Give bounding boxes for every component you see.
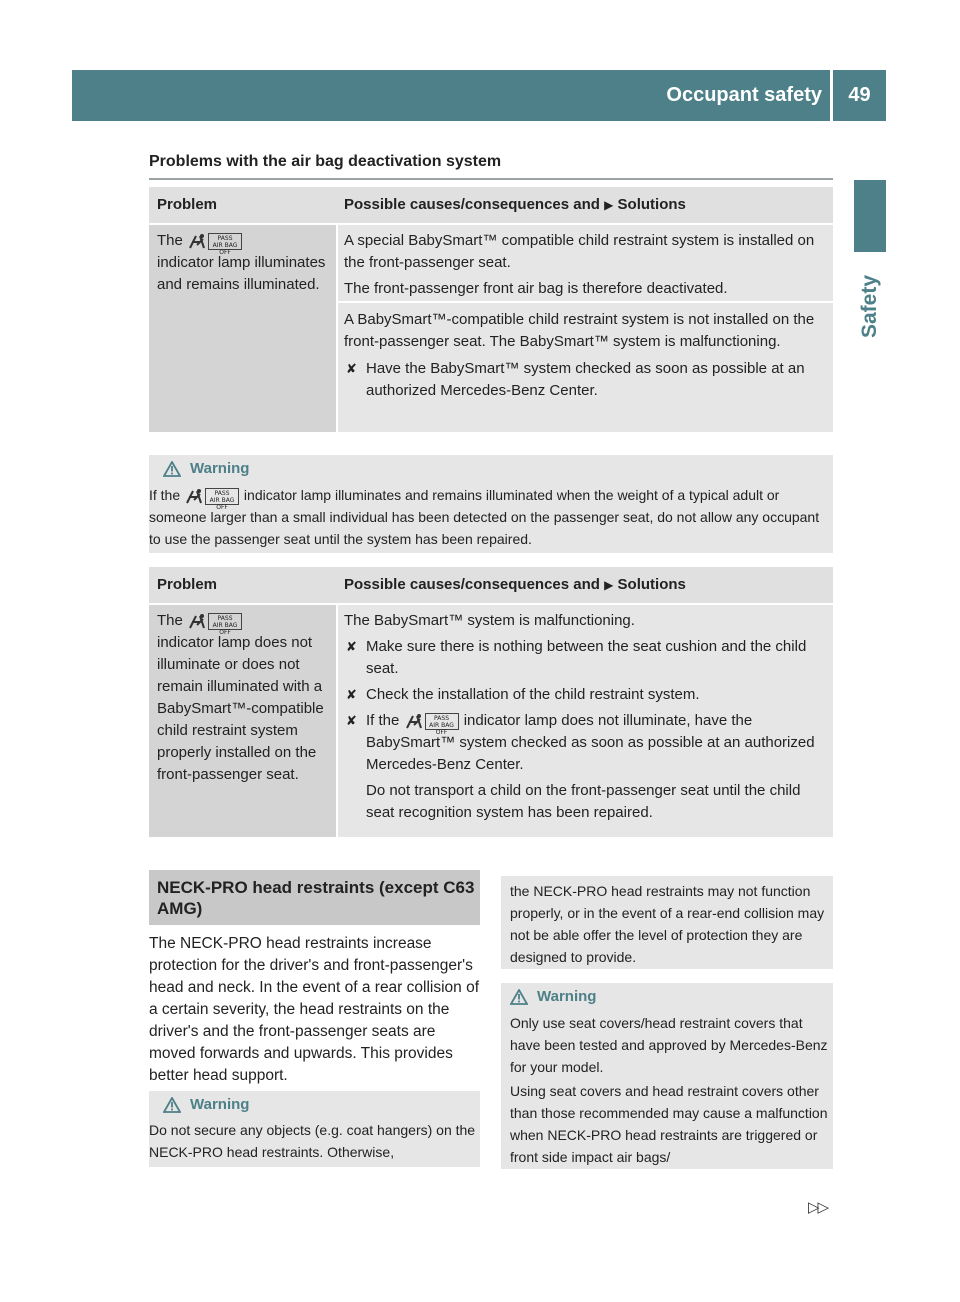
cause-text-2: A BabySmart™-compatible child restraint system is not installed on the front-passenger seat. The BabySmart™ system is malfunctioning. ✘ Have the BabySmart™ system checked as soon as possible at an authorized Mercedes-Benz Center. [344,309,828,402]
child-seat-icon [185,488,203,505]
solution-step: ✘ If the PASS AIR BAG OFF indicator lamp does not illuminate, have the BabySmart™ system checked as soon as possible at an authorized Mercedes-Benz Center. Do not transport a child on the front-passenger seat until the child seat recognition system has been repaired. [344,710,828,824]
section-rule [149,178,833,180]
warning-text: Only use seat covers/head restraint covers that have been tested and approved by Mercedes-Benz for your model. Using seat covers and head restraint covers other than those recommended may cause a malfunction when NECK-PRO head restraints are triggered or front side impact air bags/ [510,1015,828,1165]
cause-text: The BabySmart™ system is malfunctioning. ✘ Make sure there is nothing between the seat cushion and the child seat. ✘ Check the installation of the child restraint system. ✘ If the PASS AIR BAG OFF indicator lamp does not illuminate, have the BabySmart™ system checked as soon as possible at an authorized Mercedes-Benz Center. Do not transport a child on the front-passenger seat until the child seat recognition system has been repaired. [344,610,828,824]
problem-table-2 [149,567,833,837]
neck-pro-heading-box [149,870,480,925]
problem-text: The PASS AIR BAG OFF indicator lamp illuminates and remains illuminated. [157,232,326,293]
header-problem: Problem [157,576,218,593]
warning-text: If the PASS AIR BAG OFF indicator lamp illuminates and remains illuminated when the weight of a typical adult or someone larger than a small individual has been detected on the passenger seat, do not allow any occupant to use the passenger seat until the system has been repaired. [149,487,820,547]
neck-pro-heading: NECK-PRO head restraints (except C63 AMG) [157,878,475,918]
table-header-row [149,567,833,603]
child-seat-icon [188,613,206,630]
side-tab-marker [854,180,886,252]
step-note: Do not transport a child on the front-passenger seat until the child seat recognition system has been repaired. [366,782,801,821]
warning-box-2 [149,1091,480,1167]
problem-cell [149,225,336,432]
warning-triangle-icon [163,1097,181,1113]
warning-triangle-icon [510,989,528,1005]
solution-step: ✘ Make sure there is nothing between the seat cushion and the child seat. [346,638,807,677]
continued-marker: ▷▷ [808,1199,828,1216]
solution-step: ✘ Have the BabySmart™ system checked as soon as possible at an authorized Mercedes-Benz Center. [346,360,805,399]
warning-box-1 [149,455,833,553]
problem-text: The PASS AIR BAG OFF indicator lamp does not illuminate or does not remain illuminated with a BabySmart™-compatible child restraint system properly installed on the front-passenger seat. [157,612,324,783]
warning-text: Do not secure any objects (e.g. coat hangers) on the NECK-PRO head restraints. Otherwise, [149,1122,476,1160]
cause-cell-2 [338,303,833,432]
warning-continued-box [501,876,833,969]
problem-cell [149,605,336,837]
solution-step: ✘ Check the installation of the child restraint system. [344,684,828,706]
header-problem: Problem [157,196,218,213]
cause-cell [338,605,833,837]
arrow-icon: ▶ [604,198,614,212]
problem-table-1 [149,187,833,432]
passenger-airbag-off-icon: PASS AIR BAG OFF [425,713,459,730]
child-seat-icon [188,233,206,250]
cause-cell-1 [338,225,833,301]
step-arrow-icon: ✘ [346,361,357,376]
header-causes: Possible causes/consequences and ▶ Solutions [344,196,686,213]
table-header-row [149,187,833,223]
passenger-airbag-off-icon: PASS AIR BAG OFF [205,488,239,505]
section-title-header: Occupant safety [666,84,822,106]
page-section-heading: Problems with the air bag deactivation system [149,153,502,170]
warning-label: Warning [190,460,250,477]
page-number: 49 [848,84,871,106]
warning-box-3 [501,983,833,1169]
step-arrow-icon: ✘ [346,639,357,654]
neck-pro-body: The NECK-PRO head restraints increase protection for the driver's and front-passenger's head and neck. In the event of a rear collision of a certain severity, the head restraints on the driver's and the front-passenger seats are moved forwards and upwards. This provides better head support. [149,935,480,1084]
step-arrow-icon: ✘ [346,713,357,728]
warning-label: Warning [537,988,597,1005]
cause-text-1: A special BabySmart™ compatible child restraint system is installed on the front-passenger seat. The front-passenger front air bag is therefore deactivated. [344,232,815,297]
warning-label: Warning [190,1096,250,1113]
step-arrow-icon: ✘ [346,687,357,702]
arrow-icon: ▶ [604,578,614,592]
passenger-airbag-off-icon: PASS AIR BAG OFF [208,613,242,630]
side-tab-label: Safety [858,274,881,338]
warning-continued-text: the NECK-PRO head restraints may not function properly, or in the event of a rear-end collision may not be able offer the level of protection they are designed to provide. [510,883,825,965]
child-seat-icon [405,713,423,730]
warning-triangle-icon [163,461,181,477]
passenger-airbag-off-icon: PASS AIR BAG OFF [208,233,242,250]
header-causes: Possible causes/consequences and ▶ Solutions [344,576,686,593]
